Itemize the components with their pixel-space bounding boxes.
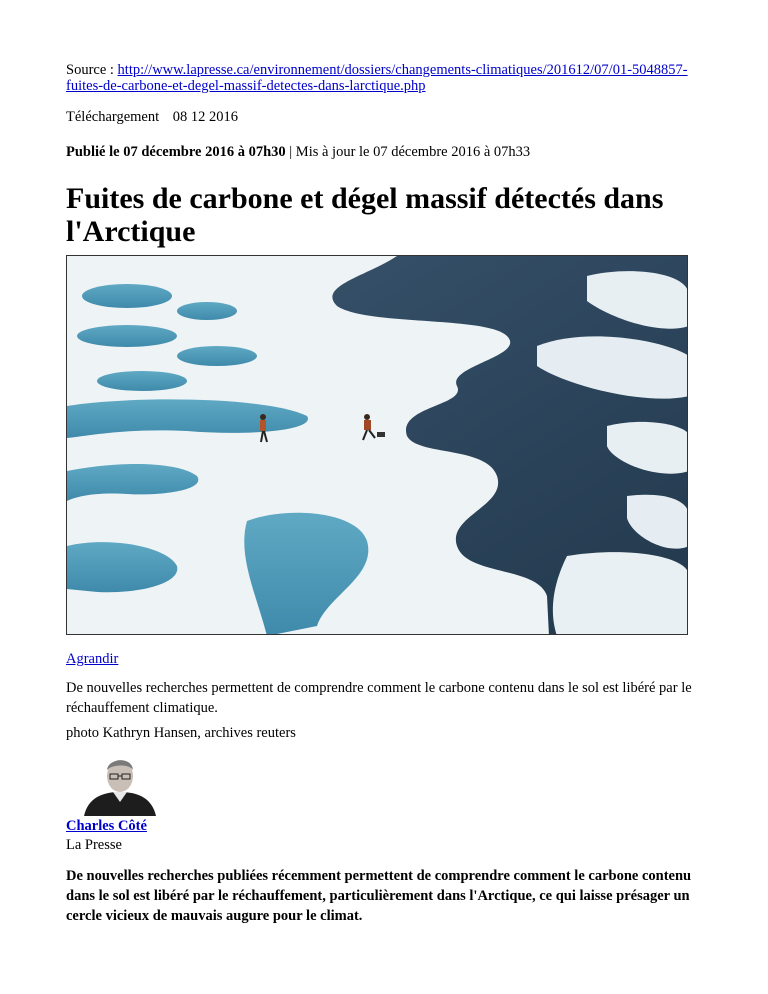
author-avatar: [80, 752, 160, 816]
source-label: Source :: [66, 62, 114, 78]
published-line: [66, 144, 530, 161]
download-label: Téléchargement: [66, 109, 160, 125]
source-link[interactable]: http://www.lapresse.ca/environnement/dossiers/changements-climatiques/201612/07/01-5048857-fuites-de-carbone-et-degel-massif-detectes-dans-larctique.php: [66, 62, 688, 94]
source-line: [66, 62, 706, 94]
article-title: Fuites de carbone et dégel massif détectés dans l'Arctique: [66, 182, 664, 248]
arctic-ice-photo[interactable]: [66, 255, 688, 635]
enlarge-link[interactable]: Agrandir: [66, 651, 119, 667]
download-date: 08 12 2016: [172, 109, 238, 125]
arctic-ice-illustration: [67, 256, 688, 635]
published-separator: |: [289, 144, 293, 160]
photo-credit: photo Kathryn Hansen, archives reuters: [66, 725, 296, 741]
author-name-link[interactable]: Charles Côté: [66, 818, 147, 834]
article-lead: De nouvelles recherches publiées récemment permettent de comprendre comment le carbone contenu dans le sol est libéré par le réchauffement, particulièrement dans l'Arctique, ce qui laisse présager un cercle vicieux de mauvais augure pour le climat.: [66, 868, 692, 924]
photo-caption: De nouvelles recherches permettent de comprendre comment le carbone contenu dans le sol est libéré par le réchauffement climatique.: [66, 680, 692, 716]
download-line: [66, 109, 238, 126]
published-date: Publié le 07 décembre 2016 à 07h30: [66, 144, 286, 160]
updated-date: Mis à jour le 07 décembre 2016 à 07h33: [295, 144, 531, 160]
author-organization: La Presse: [66, 837, 122, 853]
